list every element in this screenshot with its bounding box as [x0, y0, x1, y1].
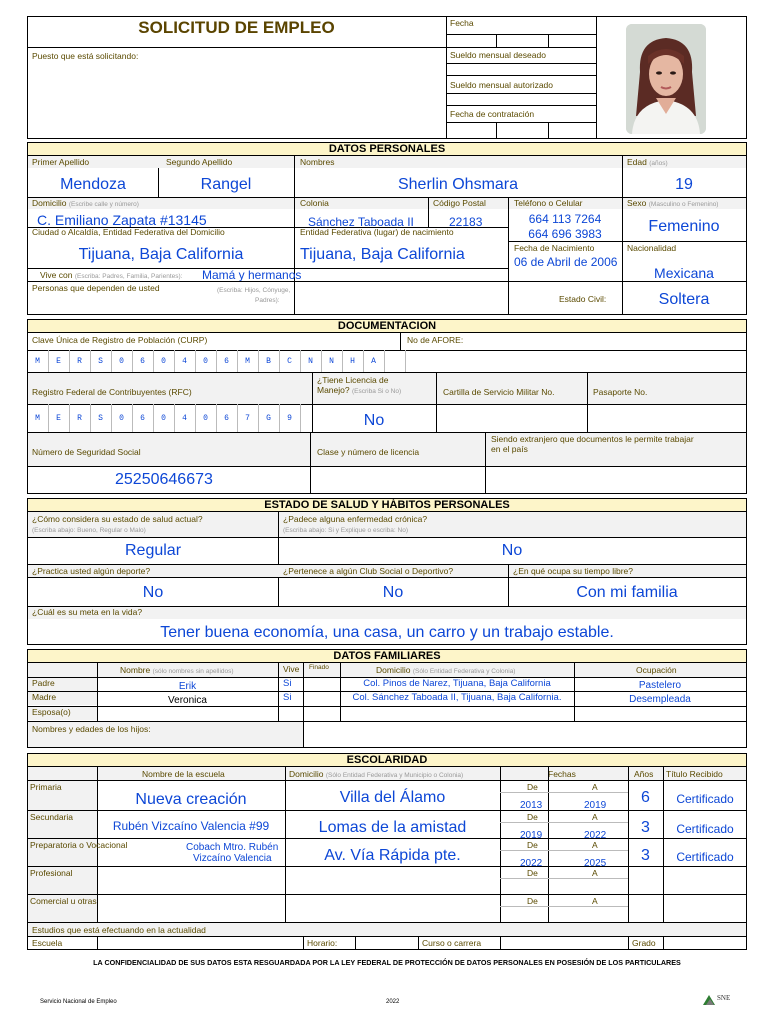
fecha-nac-value[interactable]: 06 de Abril de 2006	[514, 255, 618, 269]
curp-char[interactable]: M	[35, 357, 40, 366]
esc-anos[interactable]: 3	[641, 847, 650, 864]
esc-escuela[interactable]: Nueva creación	[135, 791, 247, 808]
curp-char[interactable]: N	[329, 357, 334, 366]
rfc-char[interactable]: 9	[287, 414, 292, 423]
section-escolaridad: ESCOLARIDAD	[27, 753, 747, 767]
esc-escuela-2[interactable]: Vizcaíno Valencia	[193, 853, 272, 864]
rfc-char[interactable]: E	[56, 414, 61, 423]
salud-q4: ¿Pertenece a algún Club Social o Deportivo?	[283, 566, 454, 576]
esc-curso-label: Curso o carrera	[422, 938, 482, 948]
salud-a3[interactable]: No	[142, 584, 164, 601]
nacionalidad-value[interactable]: Mexicana	[654, 265, 714, 281]
salud-a2[interactable]: No	[501, 542, 523, 559]
afore-label: No de AFORE:	[407, 335, 464, 345]
esc-nivel: Profesional	[30, 868, 73, 878]
curp-char[interactable]: 0	[161, 357, 166, 366]
curp-char[interactable]: B	[266, 357, 271, 366]
cp-label: Código Postal	[433, 198, 486, 208]
dependen-hint-2: Padres):	[255, 297, 280, 304]
vive-con-label: Vive con (Escriba: Padres, Familia, Parientes):	[40, 270, 183, 280]
esc-domicilio[interactable]: Lomas de la amistad	[318, 819, 467, 836]
esc-nivel: Comercial u otras	[30, 896, 97, 906]
esc-h-anos: Años	[634, 769, 654, 779]
salud-q5: ¿En qué ocupa su tiempo libre?	[513, 566, 634, 576]
familia-vive[interactable]: Si	[283, 678, 292, 689]
entidad-nac-value[interactable]: Tijuana, Baja California	[300, 246, 465, 263]
esc-anos[interactable]: 6	[641, 789, 650, 806]
familia-rel: Madre	[32, 692, 57, 702]
ciudad-label: Ciudad o Alcaldía, Entidad Federativa del Domicilio	[32, 227, 225, 237]
familia-h-ocupacion: Ocupación	[636, 665, 677, 675]
familia-rel: Padre	[32, 678, 55, 688]
familia-domicilio[interactable]: Col. Pinos de Narez, Tijuana, Baja California	[363, 678, 551, 689]
curp-char[interactable]: 0	[203, 357, 208, 366]
sueldo-autorizado-label: Sueldo mensual autorizado	[450, 80, 554, 90]
salud-q6: ¿Cuál es su meta en la vida?	[32, 607, 143, 617]
esc-actual-label: Estudios que está efectuando en la actualidad	[32, 925, 206, 935]
curp-char[interactable]: 4	[182, 357, 187, 366]
esc-a[interactable]: 2022	[584, 830, 607, 841]
nss-label: Número de Seguridad Social	[32, 447, 141, 457]
estado-civil-label: Estado Civil:	[559, 294, 607, 304]
fecha-label: Fecha	[450, 18, 474, 28]
esc-a-label: A	[592, 896, 598, 906]
pasaporte-label: Pasaporte No.	[593, 387, 648, 397]
section-datos-personales: DATOS PERSONALES	[27, 142, 747, 156]
telefono-label: Teléfono o Celular	[514, 198, 583, 208]
colonia-value[interactable]: Sánchez Taboada II	[308, 215, 414, 229]
esc-de-label: De	[527, 782, 538, 792]
section-documentacion: DOCUMENTACION	[27, 319, 747, 333]
esc-de-label: De	[527, 812, 538, 822]
esc-h-titulo: Título Recibido	[666, 769, 723, 779]
rfc-char[interactable]: 6	[224, 414, 229, 423]
salud-q3: ¿Practica usted algún deporte?	[32, 566, 151, 576]
rfc-char[interactable]: G	[266, 414, 271, 423]
telefono-1[interactable]: 664 113 7264	[528, 212, 602, 226]
curp-char[interactable]: C	[287, 357, 292, 366]
rfc-char[interactable]: M	[35, 414, 40, 423]
familia-h-finado: Finado	[309, 664, 329, 671]
domicilio-value[interactable]: C. Emiliano Zapata #13145	[37, 212, 207, 228]
salud-a6[interactable]: Tener buena economía, una casa, un carro y un trabajo estable.	[160, 624, 614, 641]
estado-civil-value[interactable]: Soltera	[658, 291, 710, 308]
esc-a-label: A	[592, 840, 598, 850]
domicilio-label: Domicilio (Escribe calle y número)	[32, 198, 139, 208]
extranjero-label: Siendo extranjero que documentos le permite trabajar en el país	[491, 434, 694, 454]
esc-horario-label: Horario:	[307, 938, 338, 948]
rfc-char[interactable]: R	[77, 414, 82, 423]
fecha-contratacion-label: Fecha de contratación	[450, 109, 535, 119]
familia-ocupacion[interactable]: Pastelero	[638, 680, 682, 691]
nacionalidad-label: Nacionalidad	[627, 243, 677, 253]
entidad-nac-label: Entidad Federativa (lugar) de nacimiento	[300, 227, 454, 237]
primer-apellido-value[interactable]: Mendoza	[60, 176, 126, 193]
esc-nivel: Preparatoria o Vocacional	[30, 840, 128, 850]
clase-licencia-label: Clase y número de licencia	[317, 447, 420, 457]
segundo-apellido-value[interactable]: Rangel	[200, 176, 252, 193]
familia-h-domicilio: Domicilio (Sólo Entidad Federativa y Colonia)	[376, 665, 516, 675]
sne-logo: SNE	[702, 993, 736, 1007]
sueldo-deseado-label: Sueldo mensual deseado	[450, 50, 546, 60]
familia-nombre[interactable]: Erik	[178, 681, 197, 692]
curp-label: Clave Única de Registro de Población (CURP)	[32, 335, 208, 345]
salud-q2: ¿Padece alguna enfermedad crónica?	[283, 514, 428, 524]
form-title: SOLICITUD DE EMPLEO	[138, 18, 335, 37]
ciudad-value[interactable]: Tijuana, Baja California	[78, 246, 244, 263]
esc-titulo[interactable]: Certificado	[676, 822, 734, 836]
curp-char[interactable]: A	[371, 357, 376, 366]
esc-domicilio[interactable]: Villa del Álamo	[339, 789, 446, 806]
rfc-char[interactable]: S	[98, 414, 103, 423]
esc-a-label: A	[592, 812, 598, 822]
esc-de[interactable]: 2013	[520, 800, 543, 811]
sexo-value[interactable]: Femenino	[648, 218, 720, 235]
familia-vive[interactable]: Si	[283, 692, 292, 703]
footer-year: 2022	[386, 999, 400, 1005]
vive-con-value[interactable]: Mamá y hermanos	[202, 268, 302, 282]
esc-de[interactable]: 2022	[520, 858, 543, 869]
rfc-char[interactable]: 0	[161, 414, 166, 423]
esc-h-domicilio: Domicilio (Sólo Entidad Federativa y Municipio o Colonia)	[289, 769, 464, 779]
curp-char[interactable]: H	[350, 357, 355, 366]
salud-q1-hint: (Escriba abajo: Bueno, Regular o Malo)	[32, 527, 146, 534]
esc-h-escuela: Nombre de la escuela	[142, 769, 225, 779]
esc-titulo[interactable]: Certificado	[676, 850, 734, 864]
familia-h-nombre: Nombre (sólo nombres sin apellidos)	[120, 665, 234, 675]
puesto-label: Puesto que está solicitando:	[32, 51, 139, 61]
dependen-hint-1: (Escriba: Hijos, Cónyuge,	[217, 287, 291, 294]
rfc-char[interactable]: 0	[119, 414, 124, 423]
fecha-nac-label: Fecha de Nacimiento	[514, 243, 595, 253]
familia-rel: Esposa(o)	[32, 707, 71, 717]
colonia-label: Colonia	[300, 198, 329, 208]
footer-servicio: Servicio Nacional de Empleo	[40, 999, 117, 1005]
section-salud: ESTADO DE SALUD Y HÁBITOS PERSONALES	[27, 498, 747, 512]
rfc-char[interactable]: 4	[182, 414, 187, 423]
esc-grado-label: Grado	[632, 938, 656, 948]
curp-char[interactable]: 6	[140, 357, 145, 366]
curp-char[interactable]: 6	[224, 357, 229, 366]
rfc-char[interactable]: 0	[203, 414, 208, 423]
nombres-label: Nombres	[300, 157, 335, 167]
salud-q2-hint: (Escriba abajo: Si y Explique o escriba: No)	[283, 527, 409, 534]
sexo-label: Sexo (Masculino o Femenino)	[627, 198, 719, 208]
salud-a1[interactable]: Regular	[124, 542, 182, 559]
curp-char[interactable]: 0	[119, 357, 124, 366]
esc-domicilio[interactable]: Av. Vía Rápida pte.	[324, 847, 461, 864]
hijos-label: Nombres y edades de los hijos:	[32, 724, 151, 734]
esc-de[interactable]: 2019	[520, 830, 543, 841]
esc-escuela-1[interactable]: Cobach Mtro. Rubén	[186, 842, 279, 853]
esc-nivel: Primaria	[30, 782, 62, 792]
rfc-label: Registro Federal de Contribuyentes (RFC)	[32, 387, 192, 397]
salud-a4[interactable]: No	[382, 584, 404, 601]
cartilla-label: Cartilla de Servicio Militar No.	[443, 387, 555, 397]
licencia-value[interactable]: No	[363, 412, 385, 429]
salud-q1: ¿Cómo considera su estado de salud actual?	[32, 514, 203, 524]
esc-a-label: A	[592, 868, 598, 878]
rfc-char[interactable]: 6	[140, 414, 145, 423]
familia-ocupacion[interactable]: Desempleada	[629, 694, 691, 705]
telefono-2[interactable]: 664 696 3983	[528, 227, 602, 241]
salud-a5[interactable]: Con mi familia	[576, 584, 678, 601]
esc-de-label: De	[527, 840, 538, 850]
esc-escuela-label: Escuela	[32, 938, 63, 948]
esc-anos[interactable]: 3	[641, 819, 650, 836]
primer-apellido-label: Primer Apellido	[32, 157, 90, 167]
cp-value[interactable]: 22183	[449, 215, 483, 229]
applicant-photo	[626, 24, 706, 134]
esc-h-fechas: Fechas	[548, 769, 576, 779]
curp-char[interactable]: R	[77, 357, 82, 366]
esc-a-label: A	[592, 782, 598, 792]
edad-label: Edad (años)	[627, 157, 668, 167]
esc-nivel: Secundaria	[30, 812, 74, 822]
esc-de-label: De	[527, 896, 538, 906]
familia-domicilio[interactable]: Col. Sánchez Taboada II, Tijuana, Baja California.	[352, 692, 562, 703]
dependen-label: Personas que dependen de usted	[32, 283, 160, 293]
curp-char[interactable]: S	[98, 357, 103, 366]
esc-escuela[interactable]: Rubén Vizcaíno Valencia #99	[112, 819, 270, 833]
curp-char[interactable]: E	[56, 357, 61, 366]
rfc-char[interactable]: 7	[245, 414, 250, 423]
section-familia: DATOS FAMILIARES	[27, 649, 747, 663]
nombres-value[interactable]: Sherlin Ohsmara	[397, 176, 519, 193]
esc-titulo[interactable]: Certificado	[676, 792, 734, 806]
curp-char[interactable]: M	[245, 357, 250, 366]
esc-de-label: De	[527, 868, 538, 878]
nss-value[interactable]: 25250646673	[115, 471, 213, 488]
familia-nombre[interactable]: Veronica	[168, 695, 207, 706]
licencia-label: ¿Tiene Licencia de Manejo? (Escriba Si o No)	[317, 375, 402, 395]
curp-char[interactable]: N	[308, 357, 313, 366]
esc-a[interactable]: 2025	[584, 858, 607, 869]
familia-h-vive: Vive	[283, 664, 300, 674]
confidentiality-notice: LA CONFIDENCIALIDAD DE SUS DATOS ESTA RESGUARDADA POR LA LEY FEDERAL DE PROTECCIÓN DE DATOS PERSONALES EN POSESIÓN DE LOS PARTICULARES	[93, 958, 681, 967]
esc-a[interactable]: 2019	[584, 800, 607, 811]
segundo-apellido-label: Segundo Apellido	[166, 157, 233, 167]
edad-value[interactable]: 19	[675, 176, 693, 193]
